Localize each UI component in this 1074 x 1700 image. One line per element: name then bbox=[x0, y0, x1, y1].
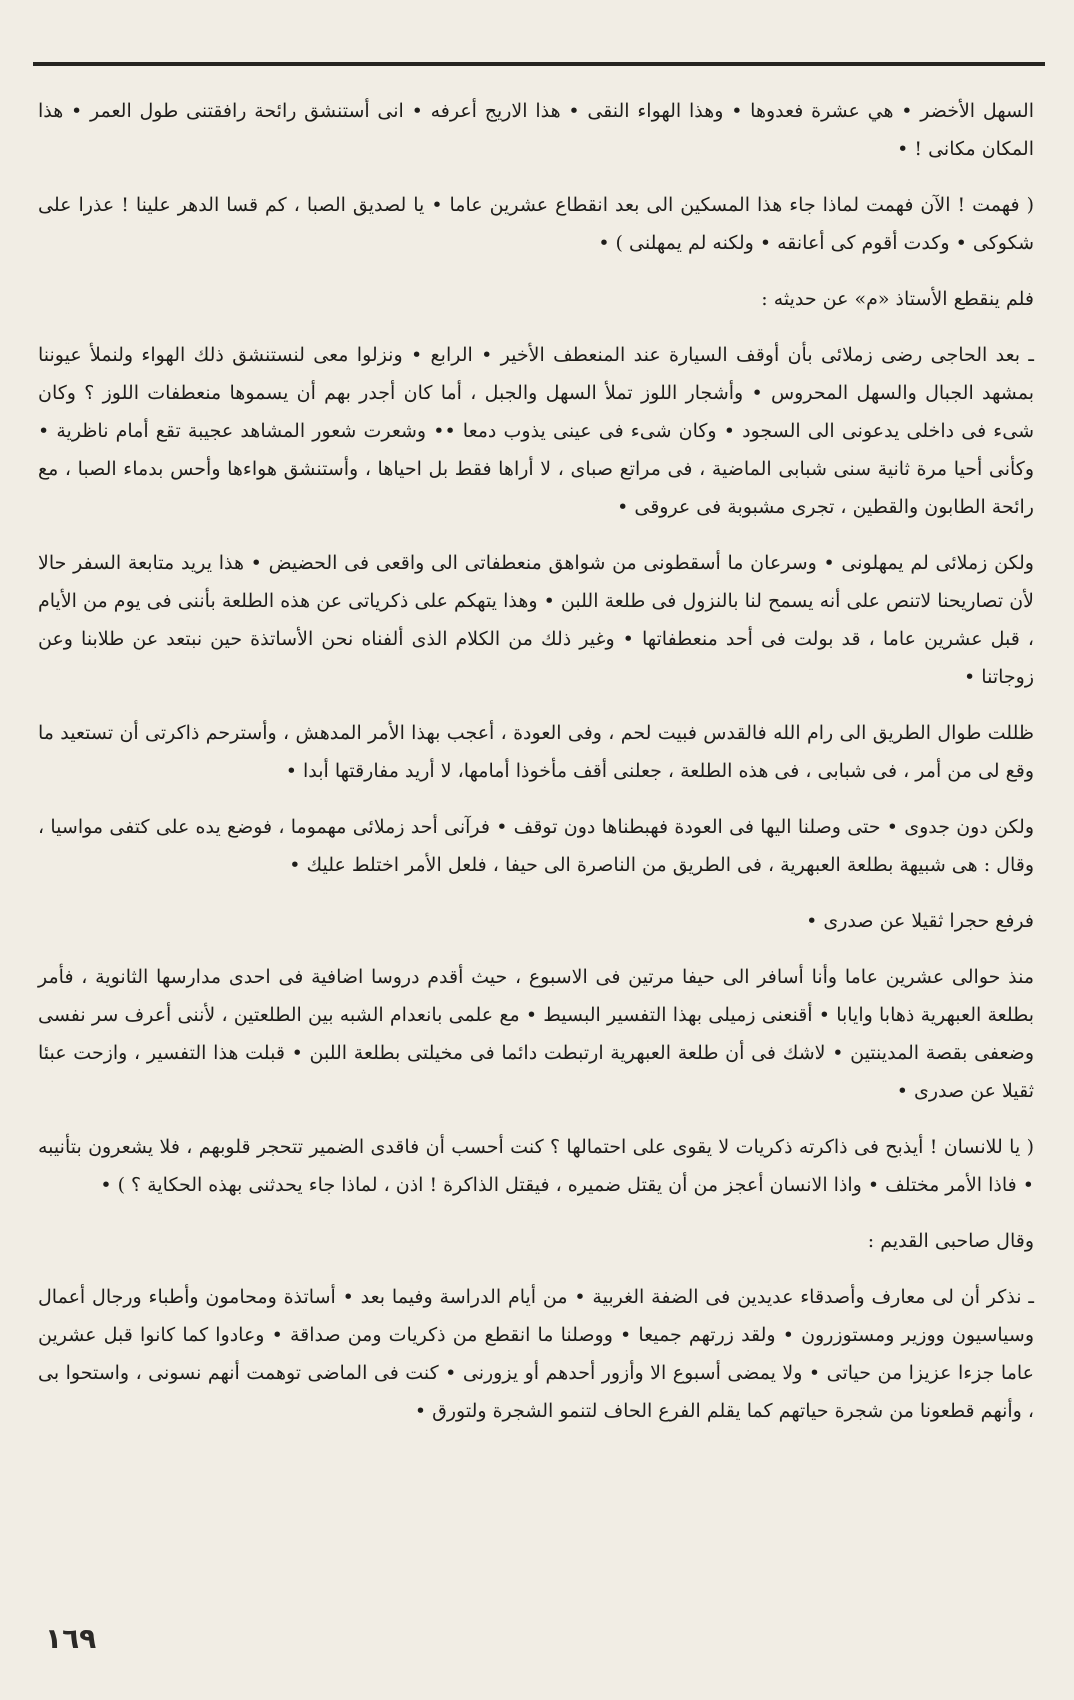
paragraph-3: فلم ينقطع الأستاذ «م» عن حديثه : bbox=[761, 288, 1034, 310]
paragraph-7: ولكن دون جدوى • حتى وصلنا اليها فى العودة فهبطناها دون توقف • فرآنى أحد زملائى مهموما ، فوضع يده على كتفى مواسيا ، وقال : هى شبيهة بطلعة العبهرية ، فى الطريق من الناصرة الى حيفا ، فلعل الأمر اختلط عليك • bbox=[38, 816, 1034, 876]
paragraph-4: ـ بعد الحاجى رضى زملائى بأن أوقف السيارة عند المنعطف الأخير • الرابع • ونزلوا معى لنستنشق ذلك الهواء ولنملأ عيوننا بمشهد الجبال والسهل المحروس • وأشجار اللوز تملأ السهل والجبل ، أما كان أجدر بهم أن يسموها منعطفات اللوز ؟ وكان شىء فى داخلى يدعونى الى السجود • وكان شىء فى عينى يذوب دمعا •• وشعرت شعور المشاهد عجيبة تقع أمام ناظرية • وكأنى أحيا مرة ثانية سنى شبابى الماضية ، فى مراتع صباى ، لا أراها فقط بل احياها ، وأستنشق هواءها وأحس بدماء الصبا ، مع رائحة الطابون والقطين ، تجرى مشبوبة فى عروقى • bbox=[38, 344, 1034, 518]
paragraph-1: السهل الأخضر • هي عشرة فعدوها • وهذا الهواء النقى • هذا الاريج أعرفه • انى أستنشق رائحة رافقتنى طول العمر • هذا المكان مكانى ! • bbox=[38, 100, 1034, 160]
paragraph-8: فرفع حجرا ثقيلا عن صدرى • bbox=[806, 910, 1034, 932]
paragraph-9: منذ حوالى عشرين عاما وأنا أسافر الى حيفا مرتين فى الاسبوع ، حيث أقدم دروسا اضافية فى احدى مدارسها الثانوية ، فأمر بطلعة العبهرية ذهابا وايابا • أقنعنى زميلى بهذا التفسير البسيط • مع علمى بانعدام الشبه بين الطلعتين ، لأننى أعرف سر نفسى وضعفى بقصة المدينتين • لاشك فى أن طلعة العبهرية ارتبطت دائما فى مخيلتى بطلعة اللبن • قبلت هذا التفسير ، وازحت عبئا ثقيلا عن صدرى • bbox=[38, 966, 1034, 1102]
paragraph-11: وقال صاحبى القديم : bbox=[867, 1230, 1034, 1252]
paragraph-2: ( فهمت ! الآن فهمت لماذا جاء هذا المسكين الى بعد انقطاع عشرين عاما • يا لصديق الصبا ، كم قسا الدهر علينا ! عذرا على شكوكى • وكدت أقوم كى أعانقه • ولكنه لم يمهلنى ) • bbox=[38, 194, 1034, 254]
body-text bbox=[38, 92, 1034, 1430]
paragraph-5: ولكن زملائى لم يمهلونى • وسرعان ما أسقطونى من شواهق منعطفاتى الى واقعى فى الحضيض • هذا يريد متابعة السفر حالا لأن تصاريحنا لاتنص على أنه يسمح لنا بالنزول فى طلعة اللبن • وهذا يتهكم على ذكرياتى عن هذه الطلعة بأننى فى يوم من الأيام ، قبل عشرين عاما ، قد بولت فى أحد منعطفاتها • وغير ذلك من الكلام الذى ألفناه نحن الأساتذة حين نبتعد عن طلابنا وعن زوجاتنا • bbox=[38, 552, 1034, 688]
paragraph-12: ـ نذكر أن لى معارف وأصدقاء عديدين فى الضفة الغربية • من أيام الدراسة وفيما بعد • أساتذة ومحامون وأطباء ورجال أعمال وسياسيون ووزير ومستوزرون • ولقد زرتهم جميعا • ووصلنا ما انقطع من ذكريات ومن صداقة • وعادوا كما كانوا قبل عشرين عاما جزءا عزيزا من حياتى • ولا يمضى أسبوع الا وأزور أحدهم أو يزورنى • كنت فى الماضى توهمت أنهم نسونى ، واستحوا بى ، وأنهم قطعونا من شجرة حياتهم كما يقلم الفرع الحاف لتنمو الشجرة ولتورق • bbox=[38, 1286, 1034, 1422]
page-number: ١٦٩ bbox=[45, 1622, 97, 1655]
paragraph-10: ( يا للانسان ! أيذبح فى ذاكرته ذكريات لا يقوى على احتمالها ؟ كنت أحسب أن فاقدى الضمير تتحجر قلوبهم ، فلا يشعرون بتأنيبه • فاذا الأمر مختلف • واذا الانسان أعجز من أن يقتل ضميره ، فيقتل الذاكرة ! اذن ، لماذا جاء يحدثنى بهذه الحكاية ؟ ) • bbox=[38, 1136, 1034, 1196]
paragraph-6: ظللت طوال الطريق الى رام الله فالقدس فبيت لحم ، وفى العودة ، أعجب بهذا الأمر المدهش ، وأسترحم ذاكرتى أن تستعيد ما وقع لى من أمر ، فى شبابى ، فى هذه الطلعة ، جعلنى أقف مأخوذا أمامها، لا أريد مفارقتها أبدا • bbox=[38, 722, 1034, 782]
top-rule bbox=[33, 62, 1045, 66]
